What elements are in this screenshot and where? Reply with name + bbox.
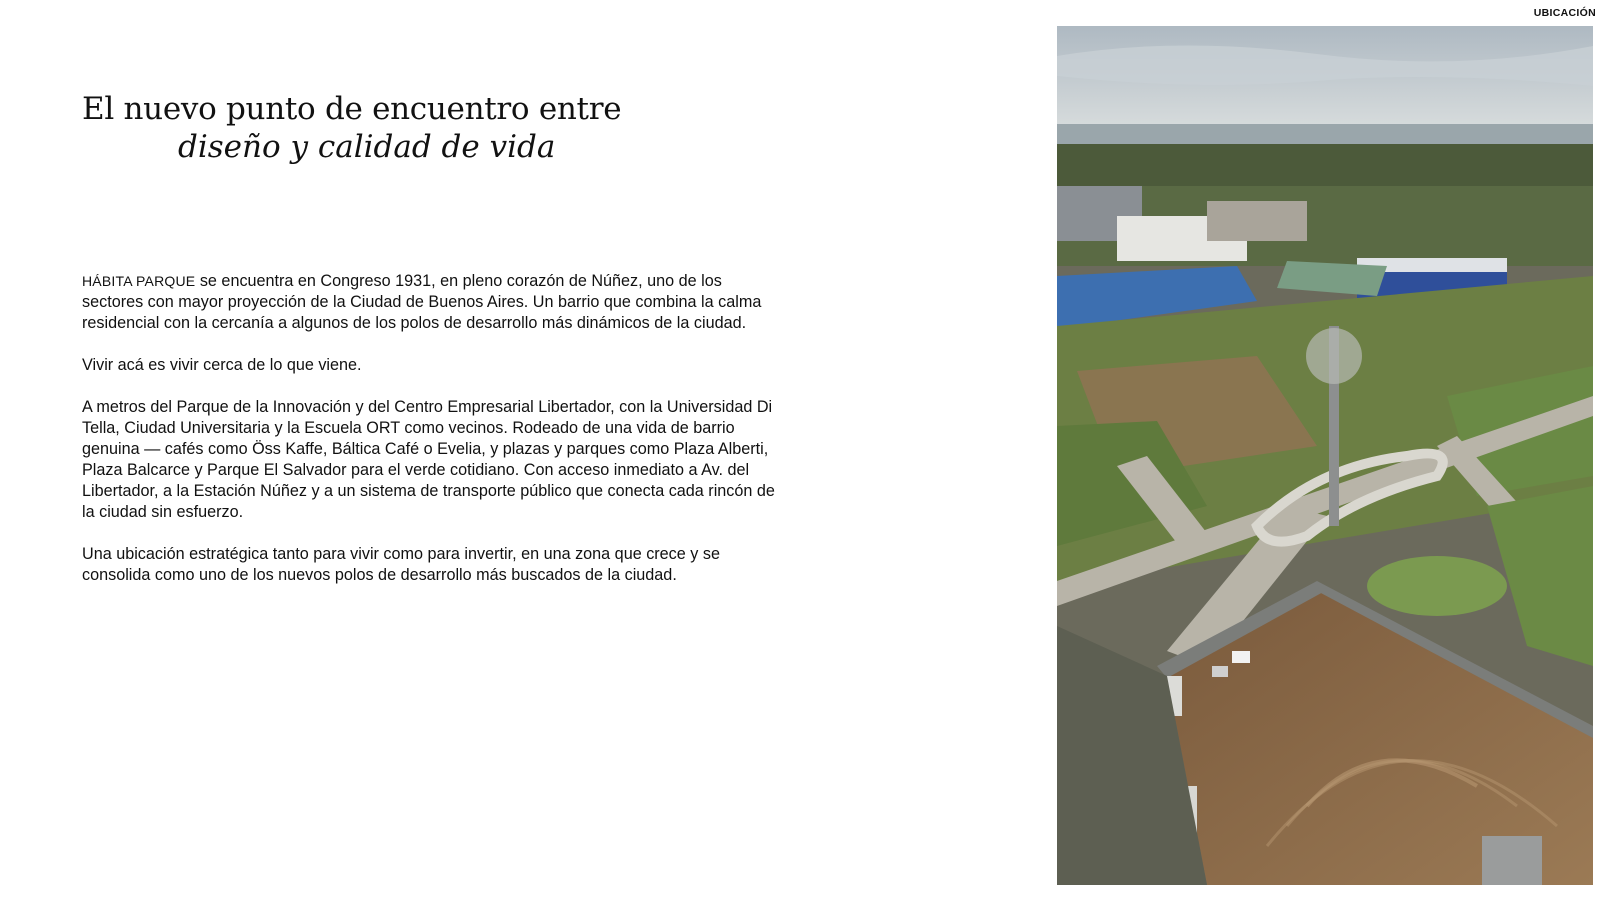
section-label: UBICACIÓN — [1533, 7, 1596, 19]
title-line-2-italic: diseño y calidad de vida — [178, 129, 556, 165]
paragraph-tagline: Vivir acá es vivir cerca de lo que viene. — [82, 356, 362, 374]
page-title — [82, 90, 622, 166]
title-line-1: El nuevo punto de encuentro entre — [82, 91, 622, 127]
paragraph-surroundings: A metros del Parque de la Innovación y del Centro Empresarial Libertador, con la Universidad Di Tella, Ciudad Universitaria y la Escuela ORT como vecinos. Rodeado de una vida de barrio genuina — cafés como Öss Kaffe, Báltica Café o Evelia, y plazas y parques como Plaza Alberti, Plaza Balcarce y Parque El Salvador para el verde cotidiano. Con acceso inmediato a Av. del Libertador, a la Estación Núñez y a un sistema de transporte público que conecta cada rincón de la ciudad sin esfuerzo. — [82, 398, 775, 521]
paragraph-investment: Una ubicación estratégica tanto para vivir como para invertir, en una zona que crece y se consolida como uno de los nuevos polos de desarrollo más buscados de la ciudad. — [82, 545, 720, 584]
paragraph-intro-text: se encuentra en Congreso 1931, en pleno corazón de Núñez, uno de los sectores con mayor proyección de la Ciudad de Buenos Aires. Un barrio que combina la calma residencial con la cercanía a algunos de los polos de desarrollo más dinámicos de la ciudad. — [82, 272, 762, 332]
body-copy — [82, 271, 782, 607]
brand-name: HÁBITA PARQUE — [82, 273, 196, 289]
paragraph-intro — [82, 271, 782, 334]
aerial-city-park-photo — [1057, 26, 1593, 885]
